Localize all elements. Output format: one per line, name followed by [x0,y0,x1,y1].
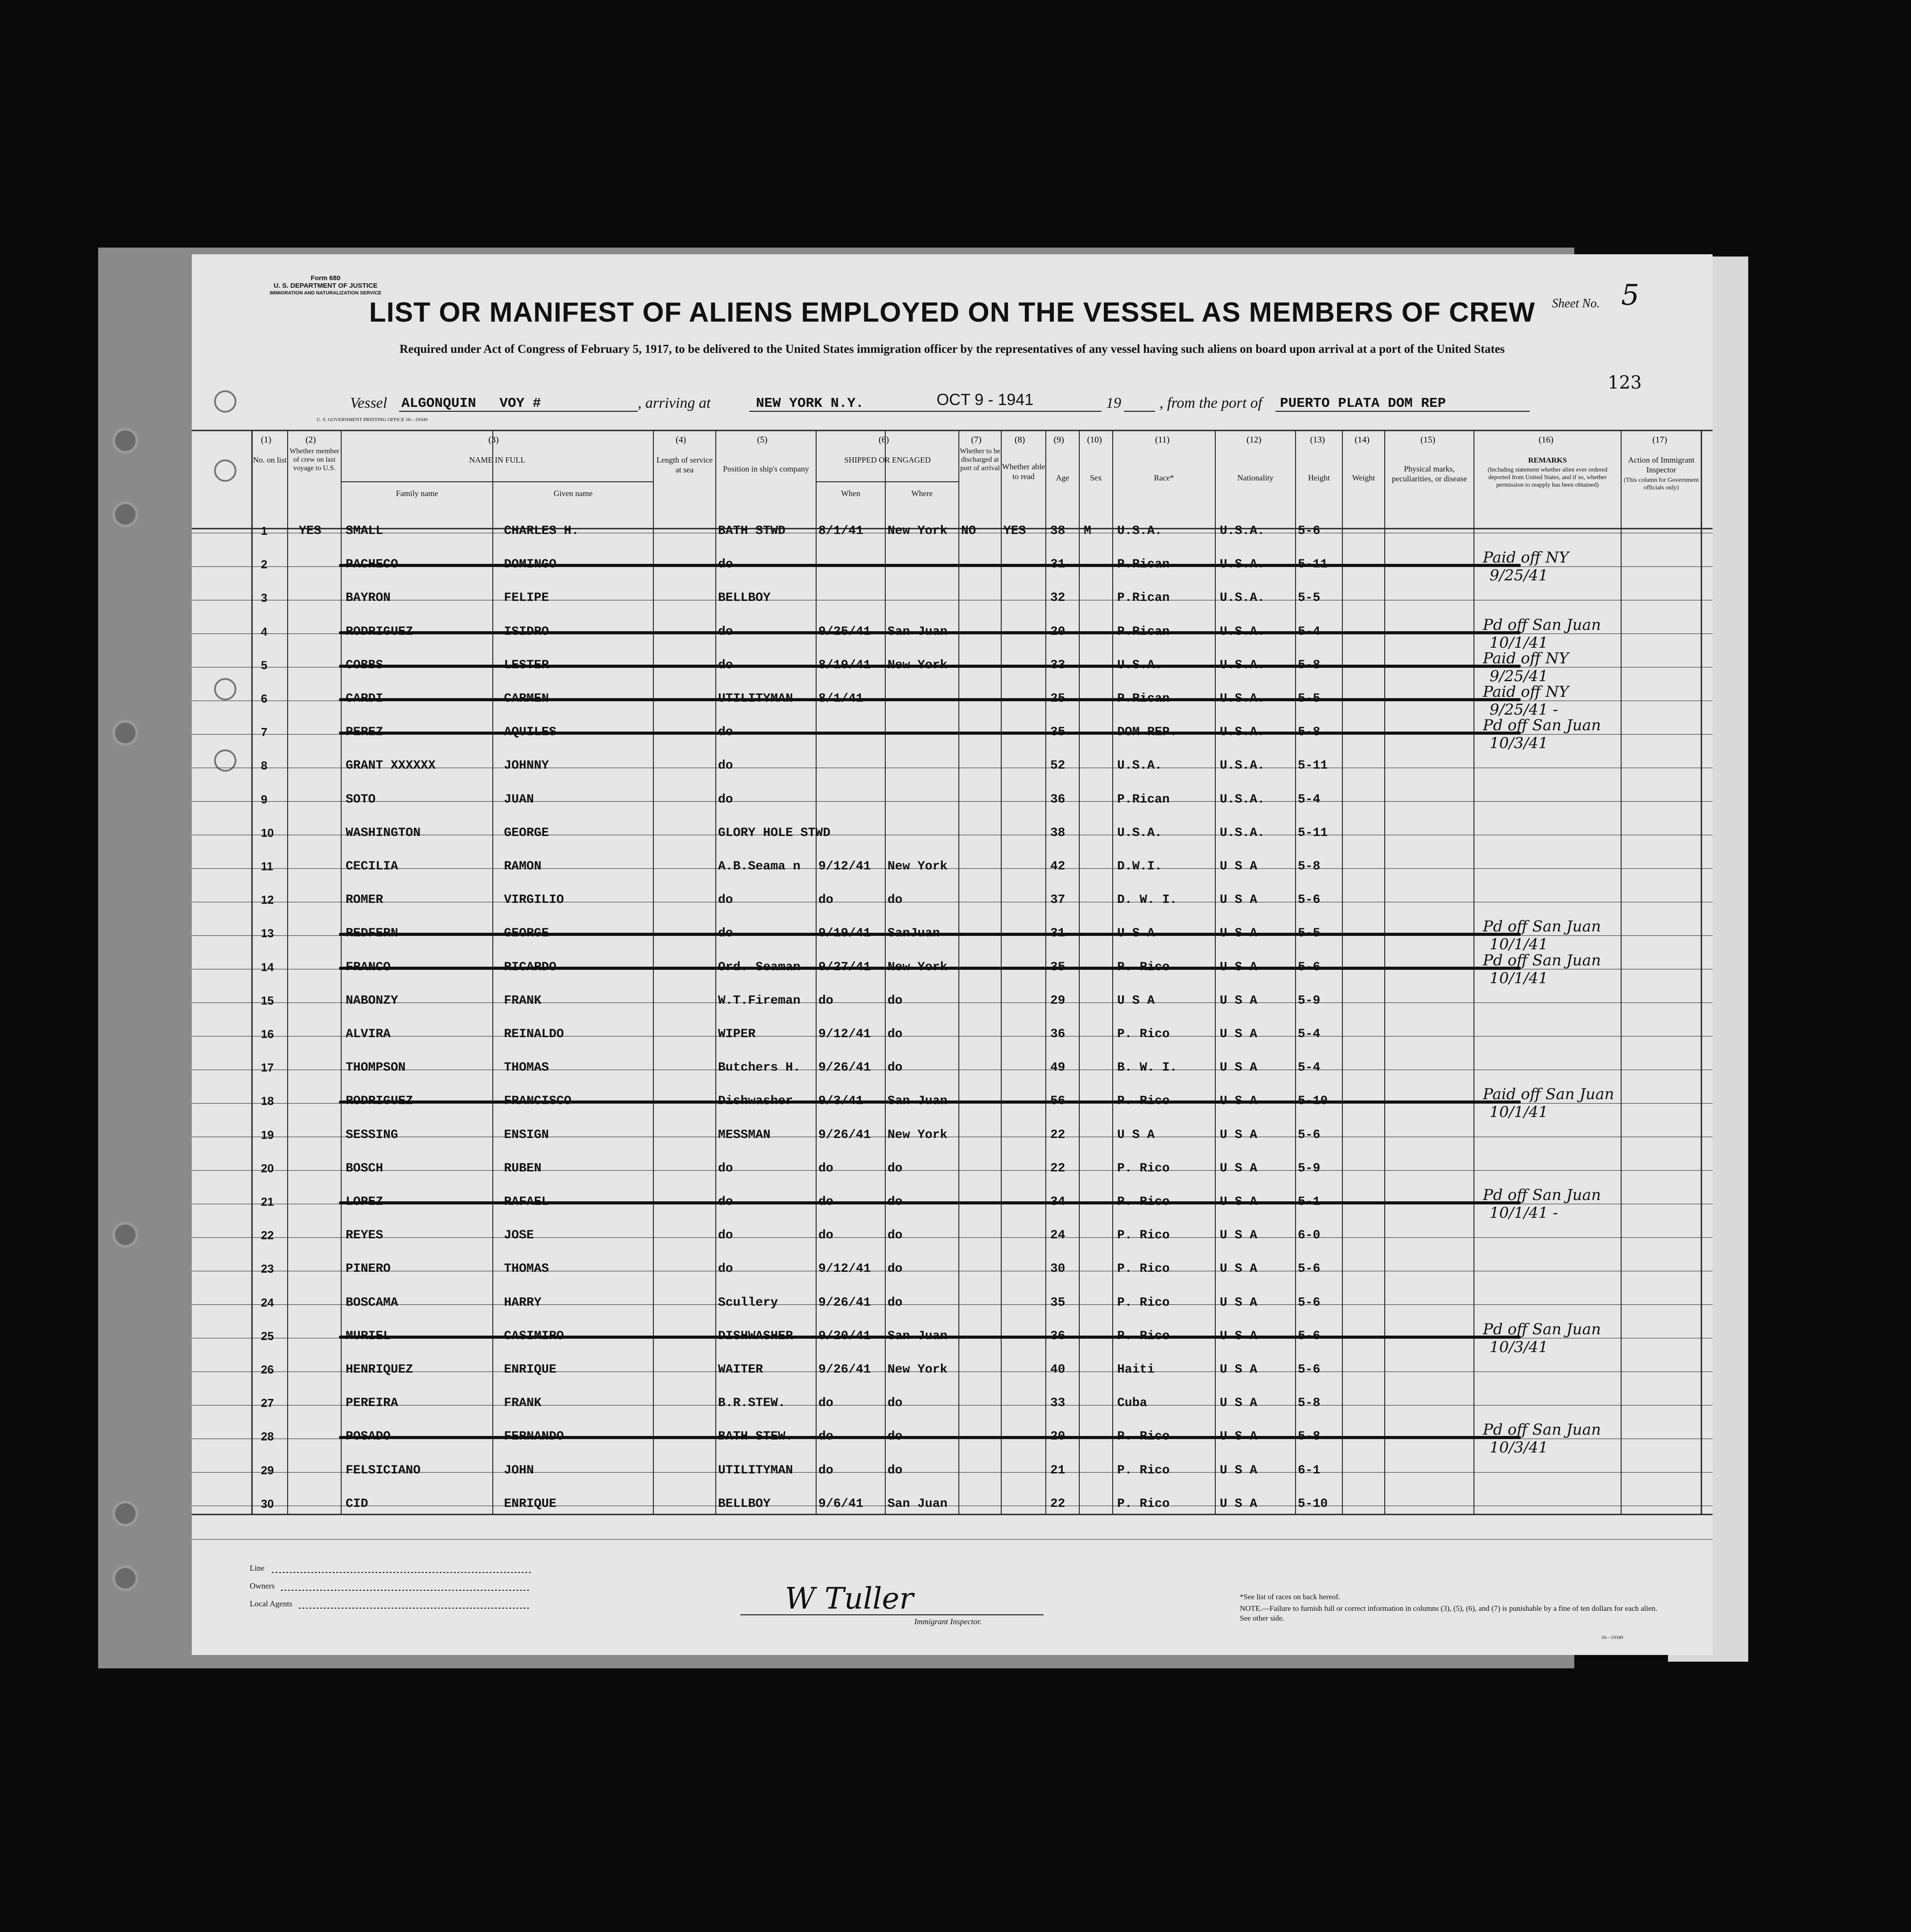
remarks-title: REMARKS [1528,456,1567,464]
handwritten-remark: Paid off NY [1483,649,1569,667]
col-header-when: When [841,489,860,498]
row-number: 28 [261,1430,274,1444]
cell-sex: M [1084,524,1091,538]
cell-family: GRANT XXXXXX [346,759,436,773]
row-number: 21 [261,1195,274,1208]
sheet-label: Sheet No. [1552,297,1600,310]
cell-when: 9/26/41 [818,1061,871,1075]
col-header-marks: Physical marks, peculiarities, or disease [1391,464,1467,483]
cell-age: 29 [1050,993,1065,1008]
row-number: 4 [261,625,268,638]
cell-where: do [887,1463,903,1477]
printing-office: U. S. GOVERNMENT PRINTING OFFICE 16—19349 [317,417,428,422]
race-note: *See list of races on back hereof. [1240,1593,1341,1601]
cell-family: HENRIQUEZ [346,1363,413,1377]
cell-height: 5-6 [1298,1128,1321,1142]
cell-nat: U S A [1220,1295,1258,1310]
cell-family: ALVIRA [346,1027,391,1041]
cell-when: 9/12/41 [818,1262,871,1276]
cell-age: 33 [1050,1396,1065,1411]
column-number: (3) [488,435,499,445]
cell-position: do [718,893,733,907]
col-header-service: Length of service at sea [656,455,713,474]
row-number: 15 [261,993,274,1007]
cell-where: do [887,1262,903,1276]
handwritten-remark: 9/25/41 - [1490,701,1558,719]
cell-race: P. Rico [1117,1463,1170,1477]
col-header-race: Race* [1154,473,1174,482]
cell-given: GEORGE [504,826,549,840]
cell-family: SOTO [346,792,376,807]
cell-given: CHARLES H. [504,524,579,538]
cell-given: JUAN [504,792,534,807]
row-number: 8 [261,759,268,773]
row-number: 23 [261,1262,274,1276]
cell-race: B. W. I. [1117,1061,1177,1075]
page-subtitle: Required under Act of Congress of February 5, 1917, to be delivered to the United States immigration officer by the representatives of any vessel having such aliens on board upon arrival at a port of the United States [399,342,1505,356]
cell-nat: U S A [1220,1128,1258,1142]
col-header-name: NAME IN FULL [469,455,525,464]
column-number: (15) [1420,435,1436,445]
cell-when: 9/6/41 [818,1497,863,1511]
column-number: (1) [261,435,272,445]
cell-when: 9/26/41 [818,1363,871,1377]
cell-where: do [887,893,903,907]
col-header-shipped: SHIPPED OR ENGAGED [844,455,931,464]
row-number: 25 [261,1329,274,1343]
cell-position: do [718,1262,733,1276]
handwritten-remark: Pd off San Juan [1483,716,1601,735]
cell-where: do [887,1295,903,1310]
row-number: 29 [261,1463,274,1477]
cell-race: P. Rico [1117,1027,1170,1041]
cell-position: Butchers H. [718,1061,801,1075]
vessel-name: ALGONQUIN [401,396,476,411]
cell-family: BOSCH [346,1161,384,1175]
footer-owners-label: Owners [250,1581,275,1590]
column-number: (17) [1652,435,1667,445]
cell-position: BELLBOY [718,1497,771,1511]
col-header-nationality: Nationality [1237,473,1274,482]
handwritten-remark: Paid off NY [1483,683,1569,701]
cell-where: New York [887,860,948,873]
row-number: 2 [261,558,268,571]
row-number: 12 [261,893,274,907]
cell-height: 5-6 [1298,893,1321,907]
row-number: 1 [261,524,268,538]
binder-hole [115,1225,136,1245]
cell-nat: U S A [1220,1396,1258,1411]
cell-age: 42 [1050,860,1065,873]
cell-where: do [887,1396,903,1411]
arrival-date-stamp: OCT 9 - 1941 [937,390,1034,409]
column-number: (16) [1539,435,1554,445]
col-header-position: Position in ship's company [723,464,809,473]
binder-hole [115,430,136,451]
cell-nat: U.S.A. [1220,826,1265,840]
col-header-discharged: Whether to be discharged at port of arrival [960,447,1000,472]
cell-age: 36 [1050,792,1065,807]
cell-age: 32 [1050,591,1065,605]
cell-height: 5-6 [1298,524,1321,538]
row-number: 6 [261,692,268,705]
cell-nat: U S A [1220,1497,1258,1511]
handwritten-remark: Pd off San Juan [1483,1320,1601,1338]
cell-given: REINALDO [504,1027,564,1041]
footer-agents-label: Local Agents [250,1599,293,1608]
cell-when: 9/26/41 [818,1295,871,1310]
cell-when: do [818,1161,834,1175]
cell-where: New York [887,1363,948,1377]
row-number: 13 [261,927,274,940]
cell-when: do [818,1463,834,1477]
cell-nat: U S A [1220,1463,1258,1477]
cell-age: 30 [1050,1262,1065,1276]
cell-age: 40 [1050,1363,1065,1377]
binder-hole [115,504,136,525]
column-number: (4) [676,435,686,445]
cell-family: BAYRON [346,591,391,605]
cell-age: 21 [1050,1463,1065,1477]
cell-height: 6-0 [1298,1229,1321,1243]
cell-family: CID [346,1497,368,1511]
form-service: IMMIGRATION AND NATURALIZATION SERVICE [269,290,382,296]
handwritten-remark: 10/1/41 [1490,935,1548,954]
cell-nat: U S A [1220,893,1258,907]
cell-height: 5-6 [1298,1295,1321,1310]
column-number: (10) [1087,435,1102,445]
handwritten-remark: 10/3/41 [1490,734,1548,753]
cell-where: do [887,1161,903,1175]
cell-nat: U S A [1220,993,1258,1008]
col-header-given: Given name [553,489,593,498]
cell-race: U.S.A. [1117,759,1162,773]
row-number: 27 [261,1396,274,1410]
cell-where: do [887,1061,903,1075]
cell-height: 5-4 [1298,1027,1321,1041]
cell-where: New York [887,524,948,538]
cell-height: 5-11 [1298,759,1328,773]
form-number: Form 680 [310,274,341,282]
column-number: (5) [757,435,768,445]
cell-race: P.Rican [1117,792,1170,807]
col-header-read: Whether able to read [1002,462,1045,481]
cell-age: 22 [1050,1128,1065,1142]
cell-height: 5-6 [1298,1363,1321,1377]
cell-position: do [718,759,733,773]
cell-given: RUBEN [504,1161,542,1175]
cell-when: do [818,1229,834,1243]
binder-hole [115,1503,136,1524]
footer-line-label: Line [250,1564,264,1572]
row-number: 30 [261,1497,274,1510]
column-number: (11) [1155,435,1170,445]
row-number: 9 [261,792,268,806]
handwritten-remark: Pd off San Juan [1483,1186,1601,1204]
cell-height: 5-9 [1298,1161,1321,1175]
cell-where: do [887,1027,903,1041]
cell-given: JOHN [504,1463,534,1477]
cell-when: 9/12/41 [818,860,871,873]
row-number: 5 [261,658,268,672]
cell-when: do [818,1396,834,1411]
col-header-action-note: (This column for Government officials only) [1623,477,1699,491]
cell-given: ENRIQUE [504,1363,557,1377]
cell-position: WIPER [718,1027,756,1041]
col-header-sex: Sex [1090,473,1102,482]
cell-given: FELIPE [504,591,549,605]
handwritten-remark: Pd off San Juan [1483,616,1601,634]
cell-age: 38 [1050,826,1065,840]
cell-age: 22 [1050,1161,1065,1175]
cell-nat: U S A [1220,1161,1258,1175]
cell-where: do [887,993,903,1008]
cell-family: SMALL [346,524,384,538]
cell-race: Cuba [1117,1396,1147,1411]
col-header-age: Age [1056,473,1069,482]
cell-when: 9/26/41 [818,1128,871,1142]
page-title: LIST OR MANIFEST OF ALIENS EMPLOYED ON THE VESSEL AS MEMBERS OF CREW [369,297,1535,328]
cell-age: 36 [1050,1027,1065,1041]
cell-nat: U.S.A. [1220,759,1265,773]
inspector-label: Immigrant Inspector. [914,1617,982,1626]
cell-nat: U.S.A. [1220,591,1265,605]
cell-race: U S A [1117,1128,1155,1142]
cell-where: New York [887,1128,948,1142]
cell-race: P.Rican [1117,591,1170,605]
cell-nat: U S A [1220,1363,1258,1377]
cell-position: BATH STWD [718,524,786,538]
cell-where: do [887,1229,903,1243]
row-number: 17 [261,1061,274,1075]
cell-position: do [718,792,733,807]
cell-position: A.B.Seama n [718,860,801,873]
cell-when: 8/1/41 [818,524,863,538]
cell-age: 52 [1050,759,1065,773]
cell-given: ENRIQUE [504,1497,557,1511]
form-department: U. S. DEPARTMENT OF JUSTICE [273,282,378,290]
row-number: 22 [261,1229,274,1242]
cell-position: Scullery [718,1295,778,1310]
binder-hole [115,1568,136,1589]
column-number: (2) [305,435,316,445]
col-header-height: Height [1308,473,1330,482]
cell-height: 5-4 [1298,1061,1321,1075]
cell-race: P. Rico [1117,1295,1170,1310]
cell-height: 5-10 [1298,1497,1328,1511]
handwritten-remark: 10/1/41 [1490,1103,1548,1121]
manifest-sheet [192,254,1713,1655]
col-header-family: Family name [396,489,438,498]
cell-race: P. Rico [1117,1161,1170,1175]
cell-given: JOHNNY [504,759,549,773]
cell-disch: NO [961,524,976,538]
row-number: 16 [261,1027,274,1041]
handwritten-remark: Pd off San Juan [1483,918,1601,936]
cell-race: D. W. I. [1117,893,1177,907]
handwritten-remark: 10/1/41 [1490,633,1548,652]
column-number: (7) [971,435,982,445]
cell-race: U.S.A. [1117,826,1162,840]
from-port-label: , from the port of [1160,395,1263,411]
column-number: (14) [1354,435,1370,445]
cell-age: 35 [1050,1295,1065,1310]
cell-read: YES [1003,524,1026,538]
cell-given: FRANK [504,1396,542,1411]
footer-rules [192,254,1713,1655]
row-number: 7 [261,725,268,739]
handwritten-remark: Pd off San Juan [1483,1421,1601,1439]
cell-family: WASHINGTON [346,826,421,840]
cell-age: 49 [1050,1061,1065,1075]
cell-family: NABONZY [346,993,398,1008]
cell-position: WAITER [718,1363,763,1377]
cell-family: BOSCAMA [346,1295,398,1310]
col-header-weight: Weight [1352,473,1375,482]
cell-given: FRANK [504,993,542,1008]
cell-position: BELLBOY [718,591,771,605]
handwritten-remark: 10/1/41 [1490,969,1548,987]
col-header-where: Where [911,489,933,498]
cell-nat: U.S.A. [1220,524,1265,538]
cell-race: U.S.A. [1117,524,1162,538]
cell-family: REYES [346,1229,384,1243]
column-number: (9) [1053,435,1064,445]
handwritten-remark: 9/25/41 [1490,567,1548,585]
handwritten-remark: 10/3/41 [1490,1439,1548,1457]
stamp-number: 123 [1608,372,1642,393]
vessel-label: Vessel [350,395,388,411]
from-port: PUERTO PLATA DOM REP [1280,396,1446,411]
cell-age: 22 [1050,1497,1065,1511]
cell-nat: U.S.A. [1220,792,1265,807]
col-header-remarks-note: (Including statement whether alien ever ordered deported from United States, and if so, whether permission to reapply has been obtained) [1487,467,1608,488]
cell-position: MESSMAN [718,1128,771,1142]
row-number: 3 [261,591,268,605]
column-number: (12) [1246,435,1262,445]
cell-when: 9/12/41 [818,1027,871,1041]
handwritten-remark: 9/25/41 [1490,667,1548,685]
cell-height: 5-8 [1298,1396,1321,1411]
voyage-label: VOY # [499,396,541,411]
cell-given: THOMAS [504,1262,549,1276]
cell-nat: U S A [1220,1262,1258,1276]
cell-race: U S A [1117,993,1155,1008]
cell-height: 5-5 [1298,591,1321,605]
cell-position: do [718,1161,733,1175]
cell-height: 5-11 [1298,826,1328,840]
column-number: (6) [879,435,889,445]
sheet-number: 5 [1621,279,1639,312]
cell-height: 5-4 [1298,792,1321,807]
row-number: 14 [261,960,274,974]
cell-position: W.T.Fireman [718,993,801,1008]
cell-height: 5-8 [1298,860,1321,873]
cell-age: 37 [1050,893,1065,907]
inspector-signature: W Tuller [785,1581,914,1616]
cell-family: PEREIRA [346,1396,398,1411]
cell-position: UTILITYMAN [718,1463,793,1477]
row-number: 10 [261,826,274,840]
cell-age: 24 [1050,1229,1065,1243]
cell-family: PINERO [346,1262,391,1276]
cell-race: P. Rico [1117,1497,1170,1511]
cell-age: 38 [1050,524,1065,538]
cell-where: San Juan [887,1497,948,1511]
cell-given: ENSIGN [504,1128,549,1142]
cell-family: SESSING [346,1128,398,1142]
cell-given: VIRGILIO [504,893,564,907]
arriving-port: NEW YORK N.Y. [756,396,864,411]
cell-given: THOMAS [504,1061,549,1075]
cell-position: B.R.STEW. [718,1396,786,1411]
cell-family: ROMER [346,893,384,907]
cell-given: RAMON [504,860,542,873]
row-number: 18 [261,1094,274,1108]
row-number: 20 [261,1161,274,1175]
handwritten-remark: Paid off San Juan [1483,1085,1614,1104]
cell-family: THOMPSON [346,1061,406,1075]
row-number: 19 [261,1128,274,1142]
cell-race: P. Rico [1117,1262,1170,1276]
cell-height: 5-9 [1298,993,1321,1008]
year-prefix: 19 [1106,395,1121,411]
column-number: (13) [1310,435,1325,445]
cell-height: 5-6 [1298,1262,1321,1276]
cell-height: 6-1 [1298,1463,1321,1477]
row-number: 26 [261,1363,274,1376]
handwritten-remark: Paid off NY [1483,549,1569,567]
cell-family: FELSICIANO [346,1463,421,1477]
cell-when: do [818,993,834,1008]
footer-code: 16—19349 [1601,1635,1623,1640]
cell-last: YES [299,524,322,538]
cell-nat: U S A [1220,1061,1258,1075]
fine-note: NOTE.—Failure to furnish full or correct information in columns (3), (5), (6), and (7) is punishable by a fine of ten dollars for each alien. See other side. [1240,1604,1658,1622]
cell-position: do [718,1229,733,1243]
col-header-action: Action of Immigrant Inspector [1628,455,1695,474]
cell-nat: U S A [1220,1027,1258,1041]
arriving-label: , arriving at [638,395,711,411]
cell-given: JOSE [504,1229,534,1243]
cell-family: CECILIA [346,860,398,873]
binder-hole [115,723,136,743]
cell-given: HARRY [504,1295,542,1310]
handwritten-remark: 10/1/41 - [1490,1204,1558,1222]
cell-race: P. Rico [1117,1229,1170,1243]
row-number: 24 [261,1295,274,1309]
row-number: 11 [261,860,273,873]
cell-nat: U S A [1220,1229,1258,1243]
cell-race: Haiti [1117,1363,1155,1377]
col-header-last-voyage: Whether member of crew on last voyage to U.S. [289,447,339,472]
handwritten-remark: 10/3/41 [1490,1338,1548,1356]
col-header-no: No. on list [253,455,287,464]
cell-position: GLORY HOLE STWD [718,826,831,840]
column-number: (8) [1015,435,1025,445]
cell-nat: U S A [1220,860,1258,873]
cell-race: D.W.I. [1117,860,1162,873]
handwritten-remark: Pd off San Juan [1483,951,1601,969]
cell-when: do [818,893,834,907]
